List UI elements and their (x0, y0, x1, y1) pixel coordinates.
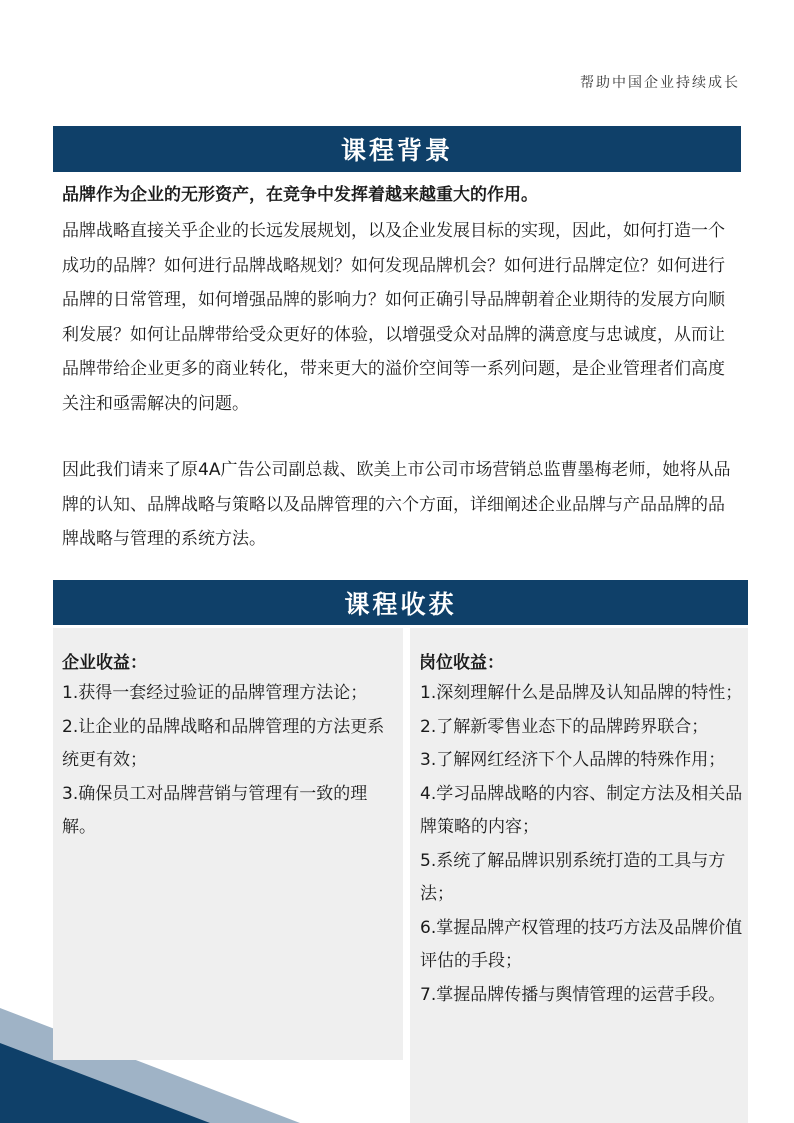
background-paragraph-2: 因此我们请来了原4A广告公司副总裁、欧美上市公司市场营销总监曹墨梅老师，她将从品牌的认知、品牌战略与策略以及品牌管理的六个方面，详细阐述企业品牌与产品品牌的品牌战略与管理的系统方法。 (62, 460, 731, 549)
list-item: 3.了解网红经济下个人品牌的特殊作用； (420, 750, 726, 770)
enterprise-benefits-card (53, 628, 403, 1060)
section-title-benefits (53, 580, 748, 625)
list-item: 5.系统了解品牌识别系统打造的工具与方法； (420, 850, 726, 904)
list-item: 4.学习品牌战略的内容、制定方法及相关品牌策略的内容； (420, 783, 743, 837)
section-title-background (53, 126, 741, 172)
list-item: 3.确保员工对品牌营销与管理有一致的理解。 (62, 783, 368, 837)
section-title-text: 课程背景 (340, 136, 453, 165)
list-item: 2.让企业的品牌战略和品牌管理的方法更系统更有效； (62, 716, 385, 770)
list-item: 7.掌握品牌传播与舆情管理的运营手段。 (420, 984, 726, 1005)
enterprise-benefits-title: 企业收益： (62, 653, 147, 673)
list-item: 1.获得一套经过验证的品牌管理方法论； (62, 683, 368, 703)
enterprise-benefits-list (62, 677, 399, 845)
lead-sentence: 品牌作为企业的无形资产，在竞争中发挥着越来越重大的作用。 (62, 185, 538, 205)
list-item: 2.了解新零售业态下的品牌跨界联合； (420, 716, 709, 737)
list-item: 6.掌握品牌产权管理的技巧方法及品牌价值评估的手段； (420, 917, 743, 971)
position-benefits-title: 岗位收益： (419, 653, 504, 673)
background-paragraph-1: 品牌战略直接关乎企业的长远发展规划，以及企业发展目标的实现，因此，如何打造一个成功的品牌？如何进行品牌战略规划？如何发现品牌机会？如何进行品牌定位？如何进行品牌的日常管理，如何增强品牌的影响力？如何正确引导品牌朝着企业期待的发展方向顺利发展？如何让品牌带给受众更好的体验，以增强受众对品牌的满意度与忠诚度，从而让品牌带给企业更多的商业转化，带来更大的溢价空间等一系列问题，是企业管理者们高度关注和亟需解决的问题。 (62, 221, 725, 414)
section-title-text: 课程收获 (344, 589, 457, 619)
position-benefits-card (410, 628, 748, 1123)
list-item: 1.深刻理解什么是品牌及认知品牌的特性； (420, 683, 743, 703)
position-benefits-list (420, 677, 744, 1012)
page-tagline: 帮助中国企业持续成长 (580, 75, 740, 91)
